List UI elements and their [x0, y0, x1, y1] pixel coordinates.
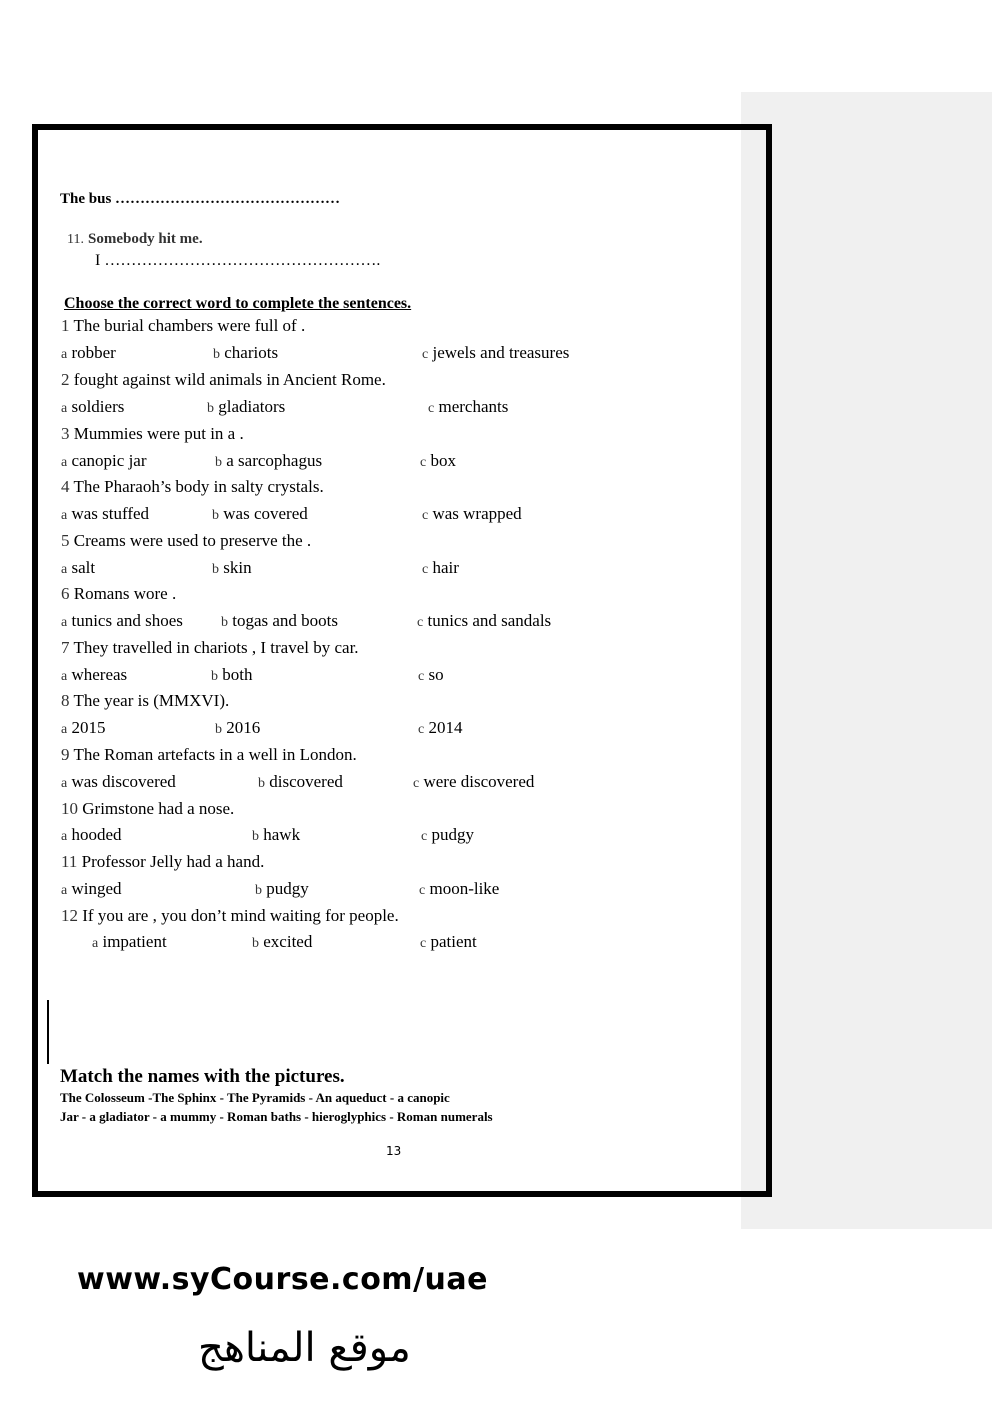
question-number: 11 — [61, 852, 78, 871]
question-number: 4 — [61, 477, 70, 496]
option-c[interactable] — [420, 932, 477, 952]
option-text: pudgy — [266, 879, 309, 898]
match-line-2: Jar - a gladiator - a mummy - Roman baths - hieroglyphics - Roman numerals — [60, 1109, 493, 1124]
option-b[interactable] — [207, 397, 285, 417]
margin-line — [47, 1000, 49, 1064]
option-text: 2016 — [226, 718, 261, 737]
option-text: a sarcophagus — [226, 451, 323, 470]
option-a[interactable] — [61, 772, 176, 792]
option-text: impatient — [102, 932, 167, 951]
option-c[interactable] — [428, 397, 508, 417]
option-a[interactable] — [61, 558, 95, 578]
option-letter: c — [421, 829, 428, 844]
option-b[interactable] — [255, 879, 309, 899]
option-letter: b — [213, 347, 220, 362]
question-text: fought against wild animals in Ancient Rome. — [73, 370, 386, 389]
option-text: merchants — [438, 397, 509, 416]
question-text: If you are , you don’t mind waiting for people. — [82, 906, 399, 925]
option-text: winged — [71, 879, 122, 898]
bus-line: The bus ……………………………………… — [60, 191, 341, 207]
question-7 — [61, 638, 359, 658]
option-text: canopic jar — [71, 451, 147, 470]
item-11 — [67, 230, 203, 248]
question-text: The Roman artefacts in a well in London. — [73, 745, 357, 764]
option-text: whereas — [71, 665, 128, 684]
question-number: 1 — [61, 316, 70, 335]
option-b[interactable] — [212, 504, 308, 524]
option-a[interactable] — [61, 397, 124, 417]
option-letter: a — [61, 562, 68, 577]
option-text: tunics and sandals — [427, 611, 552, 630]
option-letter: a — [61, 829, 68, 844]
option-text: skin — [223, 558, 252, 577]
option-letter: c — [420, 936, 427, 951]
option-a[interactable] — [61, 504, 149, 524]
option-c[interactable] — [421, 825, 474, 845]
option-b[interactable] — [258, 772, 343, 792]
question-text: They travelled in chariots , I travel by car. — [73, 638, 359, 657]
option-text: robber — [71, 343, 116, 362]
option-letter: a — [61, 455, 68, 470]
option-letter: a — [61, 722, 68, 737]
option-c[interactable] — [413, 772, 534, 792]
option-text: moon-like — [429, 879, 500, 898]
option-letter: c — [420, 455, 427, 470]
option-letter: a — [61, 615, 68, 630]
question-number: 9 — [61, 745, 70, 764]
option-b[interactable] — [221, 611, 338, 631]
option-text: was stuffed — [71, 504, 150, 523]
option-letter: a — [92, 936, 99, 951]
page-number: 13 — [386, 1144, 402, 1158]
match-title: Match the names with the pictures. — [60, 1066, 345, 1087]
option-text: both — [222, 665, 253, 684]
option-c[interactable] — [419, 879, 499, 899]
option-letter: c — [422, 347, 429, 362]
question-2 — [61, 370, 386, 390]
option-c[interactable] — [422, 504, 522, 524]
question-text: The year is (MMXVI). — [73, 691, 230, 710]
option-letter: b — [215, 722, 222, 737]
option-letter: b — [207, 401, 214, 416]
option-text: hawk — [263, 825, 301, 844]
option-letter: a — [61, 508, 68, 523]
option-letter: b — [215, 455, 222, 470]
site-url[interactable]: www.syCourse.com/uae — [77, 1262, 488, 1297]
side-panel — [741, 92, 992, 1229]
option-a[interactable] — [61, 718, 105, 738]
question-number: 3 — [61, 424, 70, 443]
option-text: discovered — [269, 772, 343, 791]
question-10 — [61, 799, 234, 819]
question-number: 10 — [61, 799, 78, 818]
option-letter: b — [255, 883, 262, 898]
option-c[interactable] — [420, 451, 456, 471]
option-b[interactable] — [215, 451, 322, 471]
option-letter: c — [422, 562, 429, 577]
option-a[interactable] — [61, 879, 122, 899]
option-letter: b — [211, 669, 218, 684]
option-letter: c — [417, 615, 424, 630]
option-c[interactable] — [417, 611, 551, 631]
option-text: soldiers — [71, 397, 125, 416]
question-number: 12 — [61, 906, 78, 925]
question-1 — [61, 316, 305, 336]
option-letter: c — [413, 776, 420, 791]
option-text: 2015 — [71, 718, 106, 737]
option-b[interactable] — [213, 343, 278, 363]
option-text: 2014 — [428, 718, 463, 737]
option-letter: a — [61, 401, 68, 416]
option-text: was wrapped — [432, 504, 522, 523]
option-text: togas and boots — [232, 611, 339, 630]
option-c[interactable] — [422, 558, 459, 578]
option-text: salt — [71, 558, 96, 577]
option-letter: c — [428, 401, 435, 416]
question-text: Mummies were put in a . — [73, 424, 244, 443]
option-a[interactable] — [61, 343, 116, 363]
option-letter: b — [258, 776, 265, 791]
option-b[interactable] — [252, 825, 300, 845]
question-text: Grimstone had a nose. — [82, 799, 235, 818]
option-letter: a — [61, 347, 68, 362]
question-text: The burial chambers were full of . — [73, 316, 306, 335]
question-text: Romans wore . — [73, 584, 177, 603]
question-text: The Pharaoh’s body in salty crystals. — [73, 477, 324, 496]
section-title: Choose the correct word to complete the sentences. — [64, 295, 412, 312]
question-12 — [61, 906, 399, 926]
option-a[interactable] — [92, 932, 167, 952]
option-text: gladiators — [218, 397, 286, 416]
option-text: excited — [263, 932, 313, 951]
match-line-1: The Colosseum -The Sphinx - The Pyramids - An aqueduct - a canopic — [60, 1090, 450, 1105]
option-letter: b — [252, 936, 259, 951]
question-11 — [61, 852, 264, 872]
site-name-arabic: موقع المناهج — [198, 1325, 411, 1371]
question-text: Professor Jelly had a hand. — [81, 852, 265, 871]
option-b[interactable] — [252, 932, 312, 952]
option-letter: c — [422, 508, 429, 523]
option-c[interactable] — [418, 665, 444, 685]
item-11-text: Somebody hit me. — [87, 231, 203, 247]
option-b[interactable] — [212, 558, 252, 578]
option-letter: a — [61, 883, 68, 898]
option-text: jewels and treasures — [432, 343, 570, 362]
option-a[interactable] — [61, 825, 122, 845]
option-b[interactable] — [215, 718, 260, 738]
option-text: so — [428, 665, 444, 684]
question-number: 5 — [61, 531, 70, 550]
question-number: 6 — [61, 584, 70, 603]
option-a[interactable] — [61, 611, 183, 631]
question-8 — [61, 691, 229, 711]
page-frame — [32, 124, 772, 1197]
option-text: chariots — [224, 343, 279, 362]
item-11-answer: I ……………………………………………. — [95, 252, 381, 269]
option-letter: a — [61, 669, 68, 684]
question-5 — [61, 531, 311, 551]
question-number: 2 — [61, 370, 70, 389]
question-text: Creams were used to preserve the . — [73, 531, 312, 550]
question-number: 7 — [61, 638, 70, 657]
option-letter: c — [418, 669, 425, 684]
option-text: pudgy — [431, 825, 474, 844]
option-c[interactable] — [422, 343, 569, 363]
option-text: patient — [430, 932, 477, 951]
question-6 — [61, 584, 176, 604]
item-11-number: 11. — [67, 232, 84, 247]
option-text: hooded — [71, 825, 122, 844]
option-letter: c — [418, 722, 425, 737]
option-b[interactable] — [211, 665, 252, 685]
option-letter: b — [212, 508, 219, 523]
option-letter: b — [212, 562, 219, 577]
option-a[interactable] — [61, 451, 147, 471]
option-c[interactable] — [418, 718, 462, 738]
question-3 — [61, 424, 244, 444]
option-a[interactable] — [61, 665, 127, 685]
option-text: box — [430, 451, 456, 470]
option-text: was discovered — [71, 772, 176, 791]
question-4 — [61, 477, 324, 497]
option-letter: b — [221, 615, 228, 630]
option-text: was covered — [223, 504, 308, 523]
option-text: hair — [432, 558, 459, 577]
option-letter: b — [252, 829, 259, 844]
question-9 — [61, 745, 357, 765]
question-number: 8 — [61, 691, 70, 710]
option-letter: a — [61, 776, 68, 791]
option-text: tunics and shoes — [71, 611, 183, 630]
option-text: were discovered — [423, 772, 535, 791]
option-letter: c — [419, 883, 426, 898]
